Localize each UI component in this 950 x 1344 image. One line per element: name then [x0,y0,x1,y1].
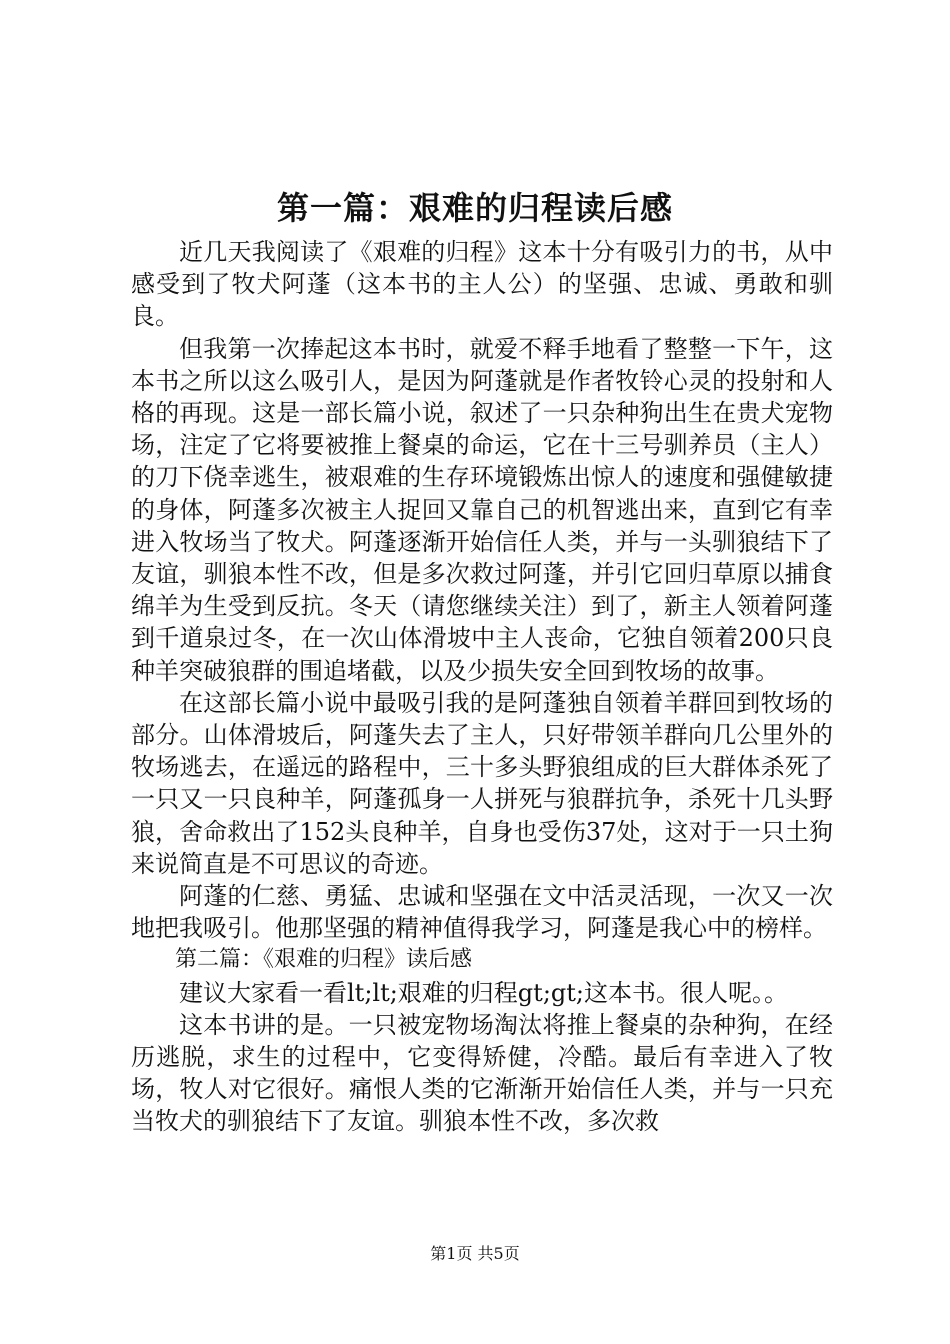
paragraph: 近几天我阅读了《艰难的归程》这本十分有吸引力的书，从中感受到了牧犬阿蓬（这本书的主人公）的坚强、忠诚、勇敢和驯良。 [131,238,833,331]
section-subheading: 第二篇：《艰难的归程》读后感 [175,947,473,973]
page-footer: 第1页 共5页 [430,1244,520,1263]
paragraph: 这本书讲的是。一只被宠物场淘汰将推上餐桌的杂种狗，在经历逃脱，求生的过程中，它变得矫健，冷酷。最后有幸进入了牧场，牧人对它很好。痛恨人类的它渐渐开始信任人类，并与一只充当牧犬的驯狼结下了友谊。驯狼本性不改，多次救 [131,1010,833,1136]
paragraph: 但我第一次捧起这本书时，就爱不释手地看了整整一下午，这本书之所以这么吸引人，是因为阿蓬就是作者牧铃心灵的投射和人格的再现。这是一部长篇小说，叙述了一只杂种狗出生在贵犬宠物场，注定了它将要被推上餐桌的命运，它在十三号驯养员（主人）的刀下侥幸逃生，被艰难的生存环境锻炼出惊人的速度和强健敏捷的身体，阿蓬多次被主人捉回又靠自己的机智逃出来，直到它有幸进入牧场当了牧犬。阿蓬逐渐开始信任人类，并与一头驯狼结下了友谊，驯狼本性不改，但是多次救过阿蓬，并引它回归草原以捕食绵羊为生受到反抗。冬天（请您继续关注）到了，新主人领着阿蓬到千道泉过冬，在一次山体滑坡中主人丧命，它独自领着200只良种羊突破狼群的围追堵截，以及少损失安全回到牧场的故事。 [131,334,833,685]
paragraph: 阿蓬的仁慈、勇猛、忠诚和坚强在文中活灵活现，一次又一次地把我吸引。他那坚强的精神值得我学习，阿蓬是我心中的榜样。 [131,882,833,943]
paragraph: 在这部长篇小说中最吸引我的是阿蓬独自领着羊群回到牧场的部分。山体滑坡后，阿蓬失去了主人，只好带领羊群向几公里外的牧场逃去，在遥远的路程中，三十多头野狼组成的巨大群体杀死了一只又一只良种羊，阿蓬孤身一人拼死与狼群抗争，杀死十几头野狼，舍命救出了152头良种羊，自身也受伤37处，这对于一只土狗来说简直是不可思议的奇迹。 [131,688,833,878]
paragraph: 建议大家看一看lt;lt;艰难的归程gt;gt;这本书。很人呢。。 [179,978,788,1007]
document-body [131,236,833,1138]
document-title: 第一篇：艰难的归程读后感 [276,189,673,227]
